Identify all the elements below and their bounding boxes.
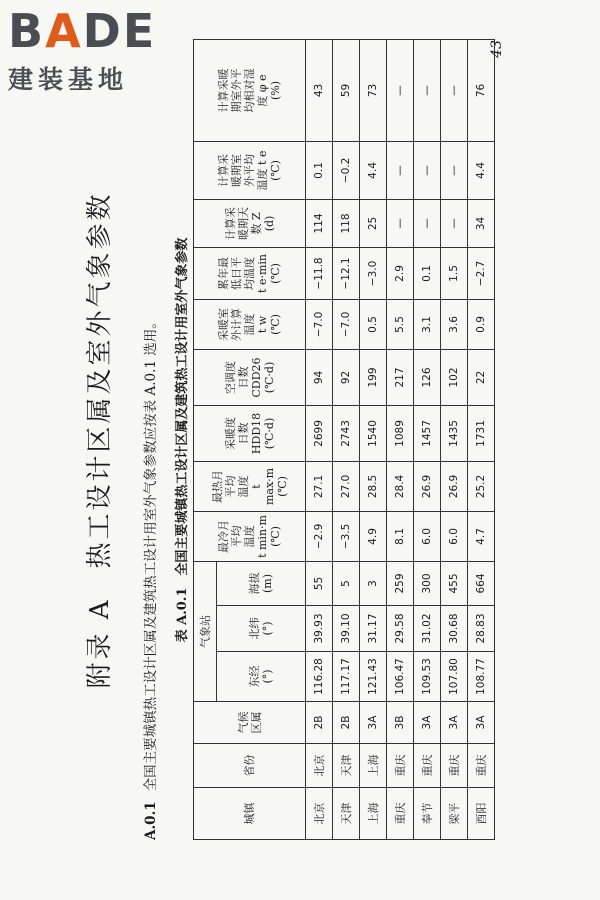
cell-tmax: 26.9 (441, 461, 468, 511)
cell-city: 酉阳 (468, 788, 495, 840)
cell-te: — (441, 141, 468, 199)
cell-tw: 0.9 (468, 299, 495, 349)
cell-lng: 116.28 (306, 652, 333, 702)
cell-zone: 3A (441, 702, 468, 744)
cell-zone: 3A (468, 702, 495, 744)
cell-cdd: 92 (333, 349, 360, 405)
table-title: 全国主要城镇热工设计区属及建筑热工设计用室外气象参数 (175, 237, 190, 576)
cell-city: 上海 (360, 788, 387, 840)
cell-lng: 106.47 (387, 652, 414, 702)
cell-tw: 0.5 (360, 299, 387, 349)
cell-days: 34 (468, 199, 495, 247)
cell-lat: 39.93 (306, 606, 333, 652)
cell-zone: 2B (333, 702, 360, 744)
cell-zone: 3A (360, 702, 387, 744)
cell-cdd: 94 (306, 349, 333, 405)
cell-province: 天津 (333, 744, 360, 788)
cell-cdd: 22 (468, 349, 495, 405)
cell-lng: 121.43 (360, 652, 387, 702)
table-row (387, 39, 414, 839)
cell-lng: 107.80 (441, 652, 468, 702)
cell-rh: 59 (333, 39, 360, 141)
cell-tw: −7.0 (306, 299, 333, 349)
cell-alt: 55 (306, 561, 333, 605)
header-hdd: 采暖度 日数 HDD18 (℃·d) (194, 405, 306, 461)
cell-lat: 31.02 (414, 606, 441, 652)
header-tw: 采暖室 外计算 温度 t w (℃) (194, 299, 306, 349)
cell-temin: 2.9 (387, 247, 414, 299)
table-row (360, 39, 387, 839)
brand-wordmark: BADE (8, 4, 157, 58)
cell-alt: 664 (468, 561, 495, 605)
header-station: 气象站 (194, 561, 217, 701)
cell-days: — (387, 199, 414, 247)
cell-hdd: 1731 (468, 405, 495, 461)
cell-zone: 2B (306, 702, 333, 744)
cell-province: 重庆 (468, 744, 495, 788)
cell-hdd: 1435 (441, 405, 468, 461)
cell-city: 重庆 (387, 788, 414, 840)
header-province: 省份 (194, 744, 306, 788)
header-zone: 气候 区属 (194, 702, 306, 744)
cell-tmin: 6.0 (414, 511, 441, 561)
clause-paragraph (139, 315, 159, 840)
cell-tmax: 28.5 (360, 461, 387, 511)
cell-province: 重庆 (414, 744, 441, 788)
header-lng: 东经 (°) (217, 652, 306, 702)
cell-te: — (414, 141, 441, 199)
cell-tmin: 8.1 (387, 511, 414, 561)
cell-tmin: 4.7 (468, 511, 495, 561)
cell-rh: 73 (360, 39, 387, 141)
cell-tmin: 4.9 (360, 511, 387, 561)
cell-alt: 5 (333, 561, 360, 605)
cell-lat: 31.17 (360, 606, 387, 652)
cell-temin: 1.5 (441, 247, 468, 299)
cell-zone: 3A (414, 702, 441, 744)
cell-lat: 39.10 (333, 606, 360, 652)
header-city: 城镇 (194, 788, 306, 840)
cell-lat: 30.68 (441, 606, 468, 652)
header-rh: 计算采暖 期室外平 均相对湿 度 φ e (%) (194, 39, 306, 141)
cell-rh: 43 (306, 39, 333, 141)
cell-tmax: 26.9 (414, 461, 441, 511)
header-lat: 北纬 (°) (217, 606, 306, 652)
cell-rh: — (441, 39, 468, 141)
cell-tw: 3.6 (441, 299, 468, 349)
table-number: 表 A.0.1 (175, 587, 190, 643)
header-days: 计算采 暖期天 数 Z (d) (194, 199, 306, 247)
cell-tmin: −2.9 (306, 511, 333, 561)
cell-province: 上海 (360, 744, 387, 788)
cell-tw: −7.0 (333, 299, 360, 349)
cell-province: 重庆 (387, 744, 414, 788)
cell-rh: — (387, 39, 414, 141)
cell-temin: −12.1 (333, 247, 360, 299)
cell-tmax: 27.1 (306, 461, 333, 511)
cell-temin: −11.8 (306, 247, 333, 299)
cell-city: 梁平 (441, 788, 468, 840)
cell-zone: 3B (387, 702, 414, 744)
header-tmin: 最冷月 平均 温度 t min·m (℃) (194, 511, 306, 561)
cell-city: 天津 (333, 788, 360, 840)
header-temin: 累年最 低日平 均温度 t e·min (℃) (194, 247, 306, 299)
clause-text: 全国主要城镇热工设计区属及建筑热工设计用室外气象参数应按表 A.0.1 选用。 (143, 315, 159, 792)
cell-hdd: 2743 (333, 405, 360, 461)
cell-tmin: 6.0 (441, 511, 468, 561)
cell-province: 重庆 (441, 744, 468, 788)
cell-cdd: 199 (360, 349, 387, 405)
cell-days: 114 (306, 199, 333, 247)
cell-temin: −3.0 (360, 247, 387, 299)
cell-hdd: 1089 (387, 405, 414, 461)
cell-rh: — (414, 39, 441, 141)
cell-temin: 0.1 (414, 247, 441, 299)
brand-subtitle: 建装基地 (8, 65, 129, 94)
cell-days: 25 (360, 199, 387, 247)
cell-hdd: 1540 (360, 405, 387, 461)
table-row (414, 39, 441, 839)
clause-number: A.0.1 (143, 801, 159, 840)
cell-tmax: 25.2 (468, 461, 495, 511)
cell-cdd: 217 (387, 349, 414, 405)
cell-tmin: −3.5 (333, 511, 360, 561)
cell-temin: −2.7 (468, 247, 495, 299)
cell-cdd: 102 (441, 349, 468, 405)
cell-days: — (441, 199, 468, 247)
table-row (306, 39, 333, 839)
cell-rh: 76 (468, 39, 495, 141)
cell-alt: 300 (414, 561, 441, 605)
rotated-page-content (75, 40, 505, 840)
header-tmax: 最热月 平均 温度 t max·m (℃) (194, 461, 306, 511)
cell-cdd: 126 (414, 349, 441, 405)
cell-lng: 109.53 (414, 652, 441, 702)
cell-city: 北京 (306, 788, 333, 840)
cell-tmax: 28.4 (387, 461, 414, 511)
cell-te: 4.4 (360, 141, 387, 199)
cell-lat: 29.58 (387, 606, 414, 652)
table-row (468, 39, 495, 839)
cell-te: — (387, 141, 414, 199)
cell-hdd: 1457 (414, 405, 441, 461)
cell-tmax: 27.0 (333, 461, 360, 511)
header-alt: 海拔 (m) (217, 561, 306, 605)
cell-tw: 5.5 (387, 299, 414, 349)
cell-te: 4.4 (468, 141, 495, 199)
cell-lat: 28.83 (468, 606, 495, 652)
cell-lng: 117.17 (333, 652, 360, 702)
cell-alt: 259 (387, 561, 414, 605)
cell-province: 北京 (306, 744, 333, 788)
header-cdd: 空调度 日数 CDD26 (℃·d) (194, 349, 306, 405)
cell-te: −0.2 (333, 141, 360, 199)
table-caption (171, 40, 190, 840)
cell-days: 118 (333, 199, 360, 247)
cell-lng: 108.77 (468, 652, 495, 702)
cell-te: 0.1 (306, 141, 333, 199)
page-number: 43 (489, 40, 505, 58)
cell-hdd: 2699 (306, 405, 333, 461)
table-row (441, 39, 468, 839)
cell-alt: 455 (441, 561, 468, 605)
header-te: 计算采 暖期室 外平均 温度 t e (℃) (194, 141, 306, 199)
cell-city: 奉节 (414, 788, 441, 840)
cell-tw: 3.1 (414, 299, 441, 349)
climate-table (193, 39, 495, 840)
cell-days: — (414, 199, 441, 247)
cell-alt: 3 (360, 561, 387, 605)
appendix-title: 附录 A 热工设计区属及室外气象参数 (85, 191, 115, 689)
table-row (333, 39, 360, 839)
